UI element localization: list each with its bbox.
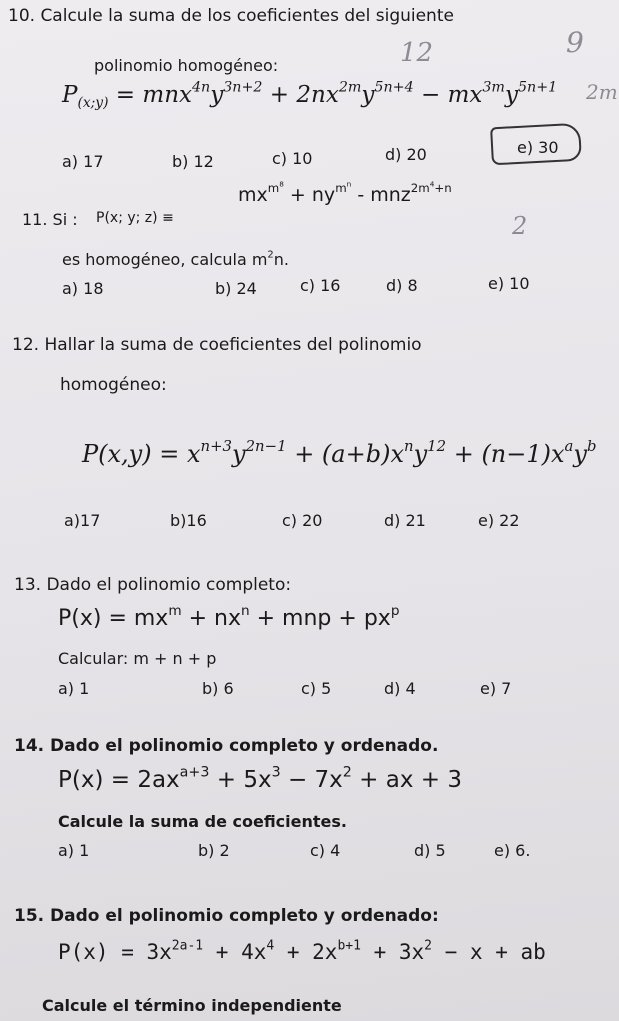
- p11-label: 11. Si :: [22, 210, 78, 229]
- p13-calc: Calcular: m + n + p: [58, 649, 217, 668]
- p12-option-c[interactable]: c) 20: [282, 511, 323, 530]
- p10-note-2m: 2m: [586, 80, 618, 104]
- p10-note-12: 12: [400, 38, 434, 68]
- p14-title: 14. Dado el polinomio completo y ordenado.: [14, 736, 439, 756]
- p13-option-b[interactable]: b) 6: [202, 679, 234, 698]
- p13-option-d[interactable]: d) 4: [384, 679, 416, 698]
- p14-option-c[interactable]: c) 4: [310, 841, 341, 860]
- p11-polynomial: $mx^{m^8} + ny^{m^n} - mnz^{2m^4+n}$: [238, 179, 452, 206]
- p12-subtitle: homogéneo:: [60, 375, 167, 395]
- p10-option-c[interactable]: c) 10: [272, 149, 313, 168]
- p10-subtitle: polinomio homogéneo:: [94, 56, 279, 75]
- answer-circle: [490, 123, 582, 166]
- p11-option-c[interactable]: c) 16: [300, 276, 341, 295]
- p12-option-e[interactable]: e) 22: [478, 511, 520, 530]
- p15-calc: Calcule el término independiente: [42, 996, 342, 1015]
- p11-option-b[interactable]: b) 24: [215, 279, 257, 298]
- p13-polynomial: $P(x) = mx^m + nx^n$ + mnp + $px^p$: [58, 602, 400, 631]
- p14-option-b[interactable]: b) 2: [198, 841, 230, 860]
- p10-option-a[interactable]: a) 17: [62, 152, 104, 171]
- p11-question-text: es homogéneo, calcula: [62, 250, 247, 269]
- p14-polynomial: $P(x) = 2ax^{a+3} + 5x^3 - 7x^2$ + ax + 3: [58, 764, 462, 793]
- p10-option-d[interactable]: d) 20: [385, 145, 427, 164]
- p12-option-a[interactable]: a)17: [64, 511, 101, 530]
- p10-option-b[interactable]: b) 12: [172, 152, 214, 171]
- p12-title: 12. Hallar la suma de coeficientes del polinomio: [12, 335, 422, 355]
- p14-option-e[interactable]: e) 6.: [494, 841, 531, 860]
- p10-polynomial: $P_{(x;y)} = mnx^{4n}y^{3n+2} + 2nx^{2m}y^{5n+4} - mx^{3m}y^{5n+1}$: [62, 79, 558, 111]
- p13-option-c[interactable]: c) 5: [301, 679, 332, 698]
- p11-option-e[interactable]: e) 10: [488, 274, 530, 293]
- p11-lhs: P(x; y; z) ≡: [96, 210, 174, 226]
- p10-note-2b: 2: [512, 212, 528, 240]
- p14-option-a[interactable]: a) 1: [58, 841, 90, 860]
- p13-option-e[interactable]: e) 7: [480, 679, 512, 698]
- p14-option-d[interactable]: d) 5: [414, 841, 446, 860]
- p13-title: 13. Dado el polinomio completo:: [14, 575, 292, 595]
- p11-question: es homogéneo, calcula $m^2n$.: [62, 249, 289, 269]
- p11-option-a[interactable]: a) 18: [62, 279, 104, 298]
- p10-title: 10. Calcule la suma de los coeficientes del siguiente: [8, 6, 454, 26]
- p12-option-d[interactable]: d) 21: [384, 511, 426, 530]
- p15-polynomial: $P(x) = 3x^{2a-1} + 4x^4 + 2x^{b+1} + 3x^2 - x$ + ab: [58, 938, 546, 964]
- p14-calc: Calcule la suma de coeficientes.: [58, 812, 347, 831]
- p11-option-d[interactable]: d) 8: [386, 276, 418, 295]
- p10-note-9: 9: [566, 26, 584, 59]
- p10-option-e[interactable]: e) 30: [517, 138, 559, 157]
- p12-option-b[interactable]: b)16: [170, 511, 207, 530]
- p12-polynomial: $P(x,y) = x^{n+3}y^{2n-1} + (a+b)x^ny^{12} + (n-1)x^ay^b$: [82, 436, 597, 468]
- p15-title: 15. Dado el polinomio completo y ordenado:: [14, 906, 439, 926]
- p13-option-a[interactable]: a) 1: [58, 679, 90, 698]
